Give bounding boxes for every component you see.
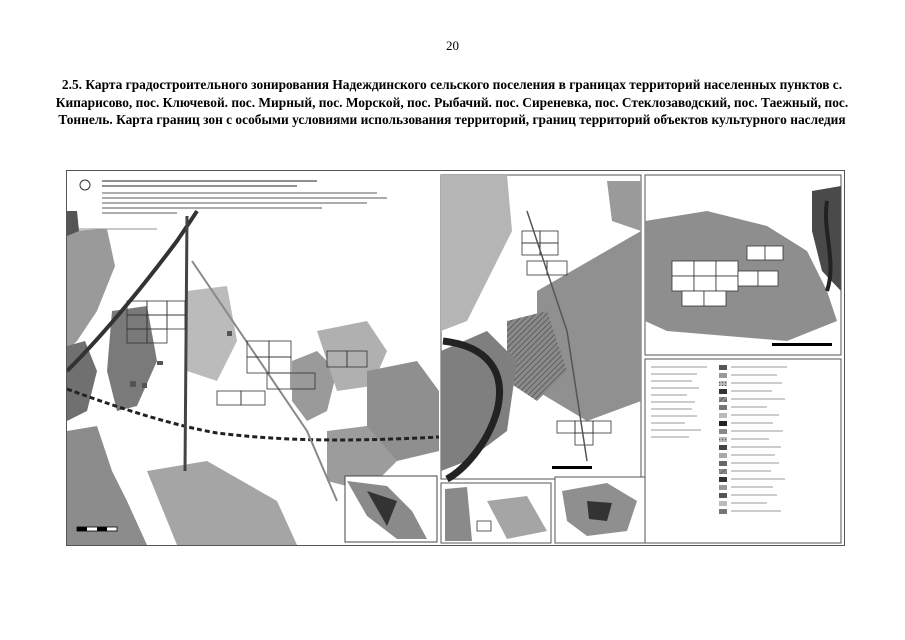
inset-map-3 xyxy=(555,477,645,543)
right-map-panel xyxy=(645,175,841,355)
document-title: 2.5. Карта градостроительного зонирования Надеждинского сельского поселения в границах территорий населенных пунктов с. Кипарисово, пос. Ключевой. пос. Мирный, пос. Морской, пос. Рыбачий. пос. Сиреневка, пос. Стеклозаводский, пос. Таежный, пос. Тоннель. Карта границ зон с особыми условиями использования территорий, границ территорий объектов культурного наследия xyxy=(55,77,849,127)
inset-map-2 xyxy=(441,483,551,543)
scale-bar xyxy=(77,527,117,531)
inset-map-1 xyxy=(345,476,437,542)
zoning-map-image xyxy=(66,170,845,546)
center-map-panel xyxy=(441,175,641,479)
map-legend xyxy=(645,359,841,543)
page-number: 20 xyxy=(446,38,459,53)
